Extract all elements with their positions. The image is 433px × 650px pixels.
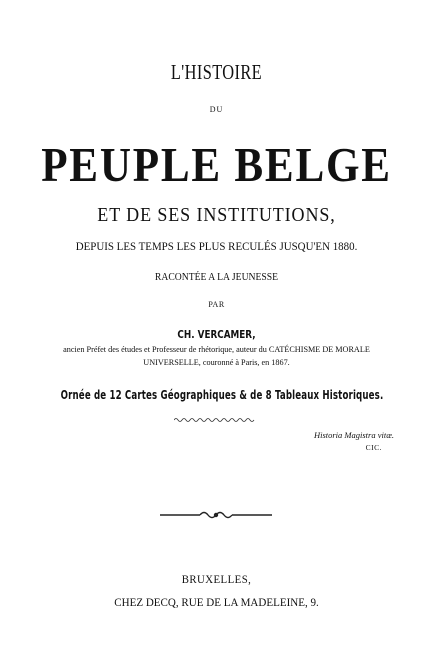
author-description-2: UNIVERSELLE, couronné à Paris, en 1867.	[143, 358, 290, 367]
illustrations-note: Ornée de 12 Cartes Géographiques & de 8 Tableaux Historiques.	[60, 388, 384, 402]
publication-city: BRUXELLES,	[181, 572, 252, 586]
wavy-rule-ornament	[174, 416, 256, 424]
main-title: PEUPLE BELGE	[41, 137, 392, 192]
audience-line: RACONTÉE A LA JEUNESSE	[154, 272, 279, 283]
author-description-1: ancien Préfet des études et Professeur de rhétorique, auteur du CATÉCHISME DE MORALE	[63, 345, 370, 354]
fleuron-ornament	[160, 508, 272, 522]
author-name: CH. VERCAMER,	[177, 328, 256, 341]
subtitle: DEPUIS LES TEMPS LES PLUS RECULÉS JUSQU'EN 1880.	[75, 241, 358, 253]
motto-source: CIC.	[365, 443, 382, 452]
motto: Historia Magistra vitæ.	[313, 430, 394, 440]
publisher-line: CHEZ DECQ, RUE DE LA MADELEINE, 9.	[114, 595, 319, 609]
title-line-1: L'HISTOIRE	[170, 60, 263, 84]
title-line-2: DU	[209, 105, 224, 114]
title-line-3: ET DE SES INSTITUTIONS,	[97, 204, 336, 226]
by-line: PAR	[208, 300, 225, 309]
